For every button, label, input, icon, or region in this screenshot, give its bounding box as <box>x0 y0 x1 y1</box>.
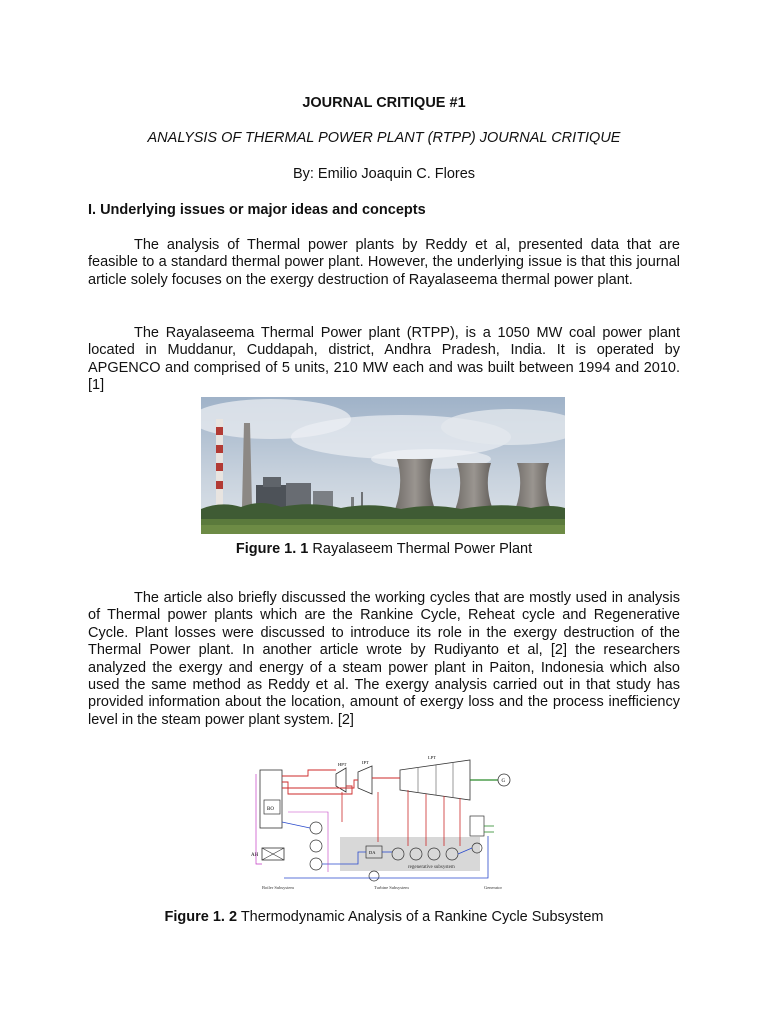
turbine-subsystem-label: Turbine Subsystem <box>374 885 409 890</box>
figure-1-caption <box>88 541 680 557</box>
paragraph-2: The Rayalaseema Thermal Power plant (RTPP), is a 1050 MW coal power plant located in Muddanur, Cuddapah, district, Andhra Pradesh, India. It is operated by APGENCO and comprised of 5 units, 210 MW each and was built between 1994 and 2010. [1] <box>88 325 680 394</box>
rankine-cycle-diagram <box>248 752 520 892</box>
paragraph-3: The article also briefly discussed the working cycles that are mostly used in analysis of Thermal power plants which are the Rankine Cycle, Reheat cycle and Regenerative Cycle. Plant losses were discussed to introduce its role in the exergy destruction of the Thermal Power plant. In another article wrote by Rudiyanto et al, [2] the researchers analyzed the exergy and energy of a steam power plant in Paiton, Indonesia which also used the same method as Reddy et al. The exergy analysis carried out in that study has provided information about the location, amount of exergy loss and the process inefficiency level in the steam power plant system. [2] <box>88 590 680 728</box>
document-subtitle: ANALYSIS OF THERMAL POWER PLANT (RTPP) JOURNAL CRITIQUE <box>147 130 621 146</box>
ipt-label: IPT <box>362 760 369 765</box>
generator-symbol: G <box>501 779 506 784</box>
document-author: By: Emilio Joaquin C. Flores <box>292 166 476 182</box>
section-heading: I. Underlying issues or major ideas and concepts <box>88 202 426 218</box>
figure-2-text: Thermodynamic Analysis of a Rankine Cycle Subsystem <box>240 909 604 925</box>
figure-2-label: Figure 1. 2 <box>164 909 238 925</box>
figure-1-label: Figure 1. 1 <box>235 541 309 557</box>
boiler-subsystem-label: Boiler Subsystem <box>262 885 294 890</box>
hpt-label: HPT <box>338 762 347 767</box>
ah-label: AH <box>251 853 259 858</box>
power-plant-photo <box>201 397 565 534</box>
paragraph-1: The analysis of Thermal power plants by Reddy et al, presented data that are feasible to a standard thermal power plant. However, the underlying issue is that this journal article solely focuses on the exergy destruction of Rayalaseema thermal power plant. <box>88 237 680 288</box>
regenerative-subsystem-label: regenerative subsystem <box>408 865 455 870</box>
figure-2-caption <box>88 909 680 925</box>
figure-1-text: Rayalaseem Thermal Power Plant <box>312 541 533 557</box>
bo-label: BO <box>267 807 274 812</box>
lpt-label: LPT <box>428 755 437 760</box>
document-title: JOURNAL CRITIQUE #1 <box>302 95 466 111</box>
da-label: DA <box>369 850 376 855</box>
generator-label: Generator <box>484 885 502 890</box>
